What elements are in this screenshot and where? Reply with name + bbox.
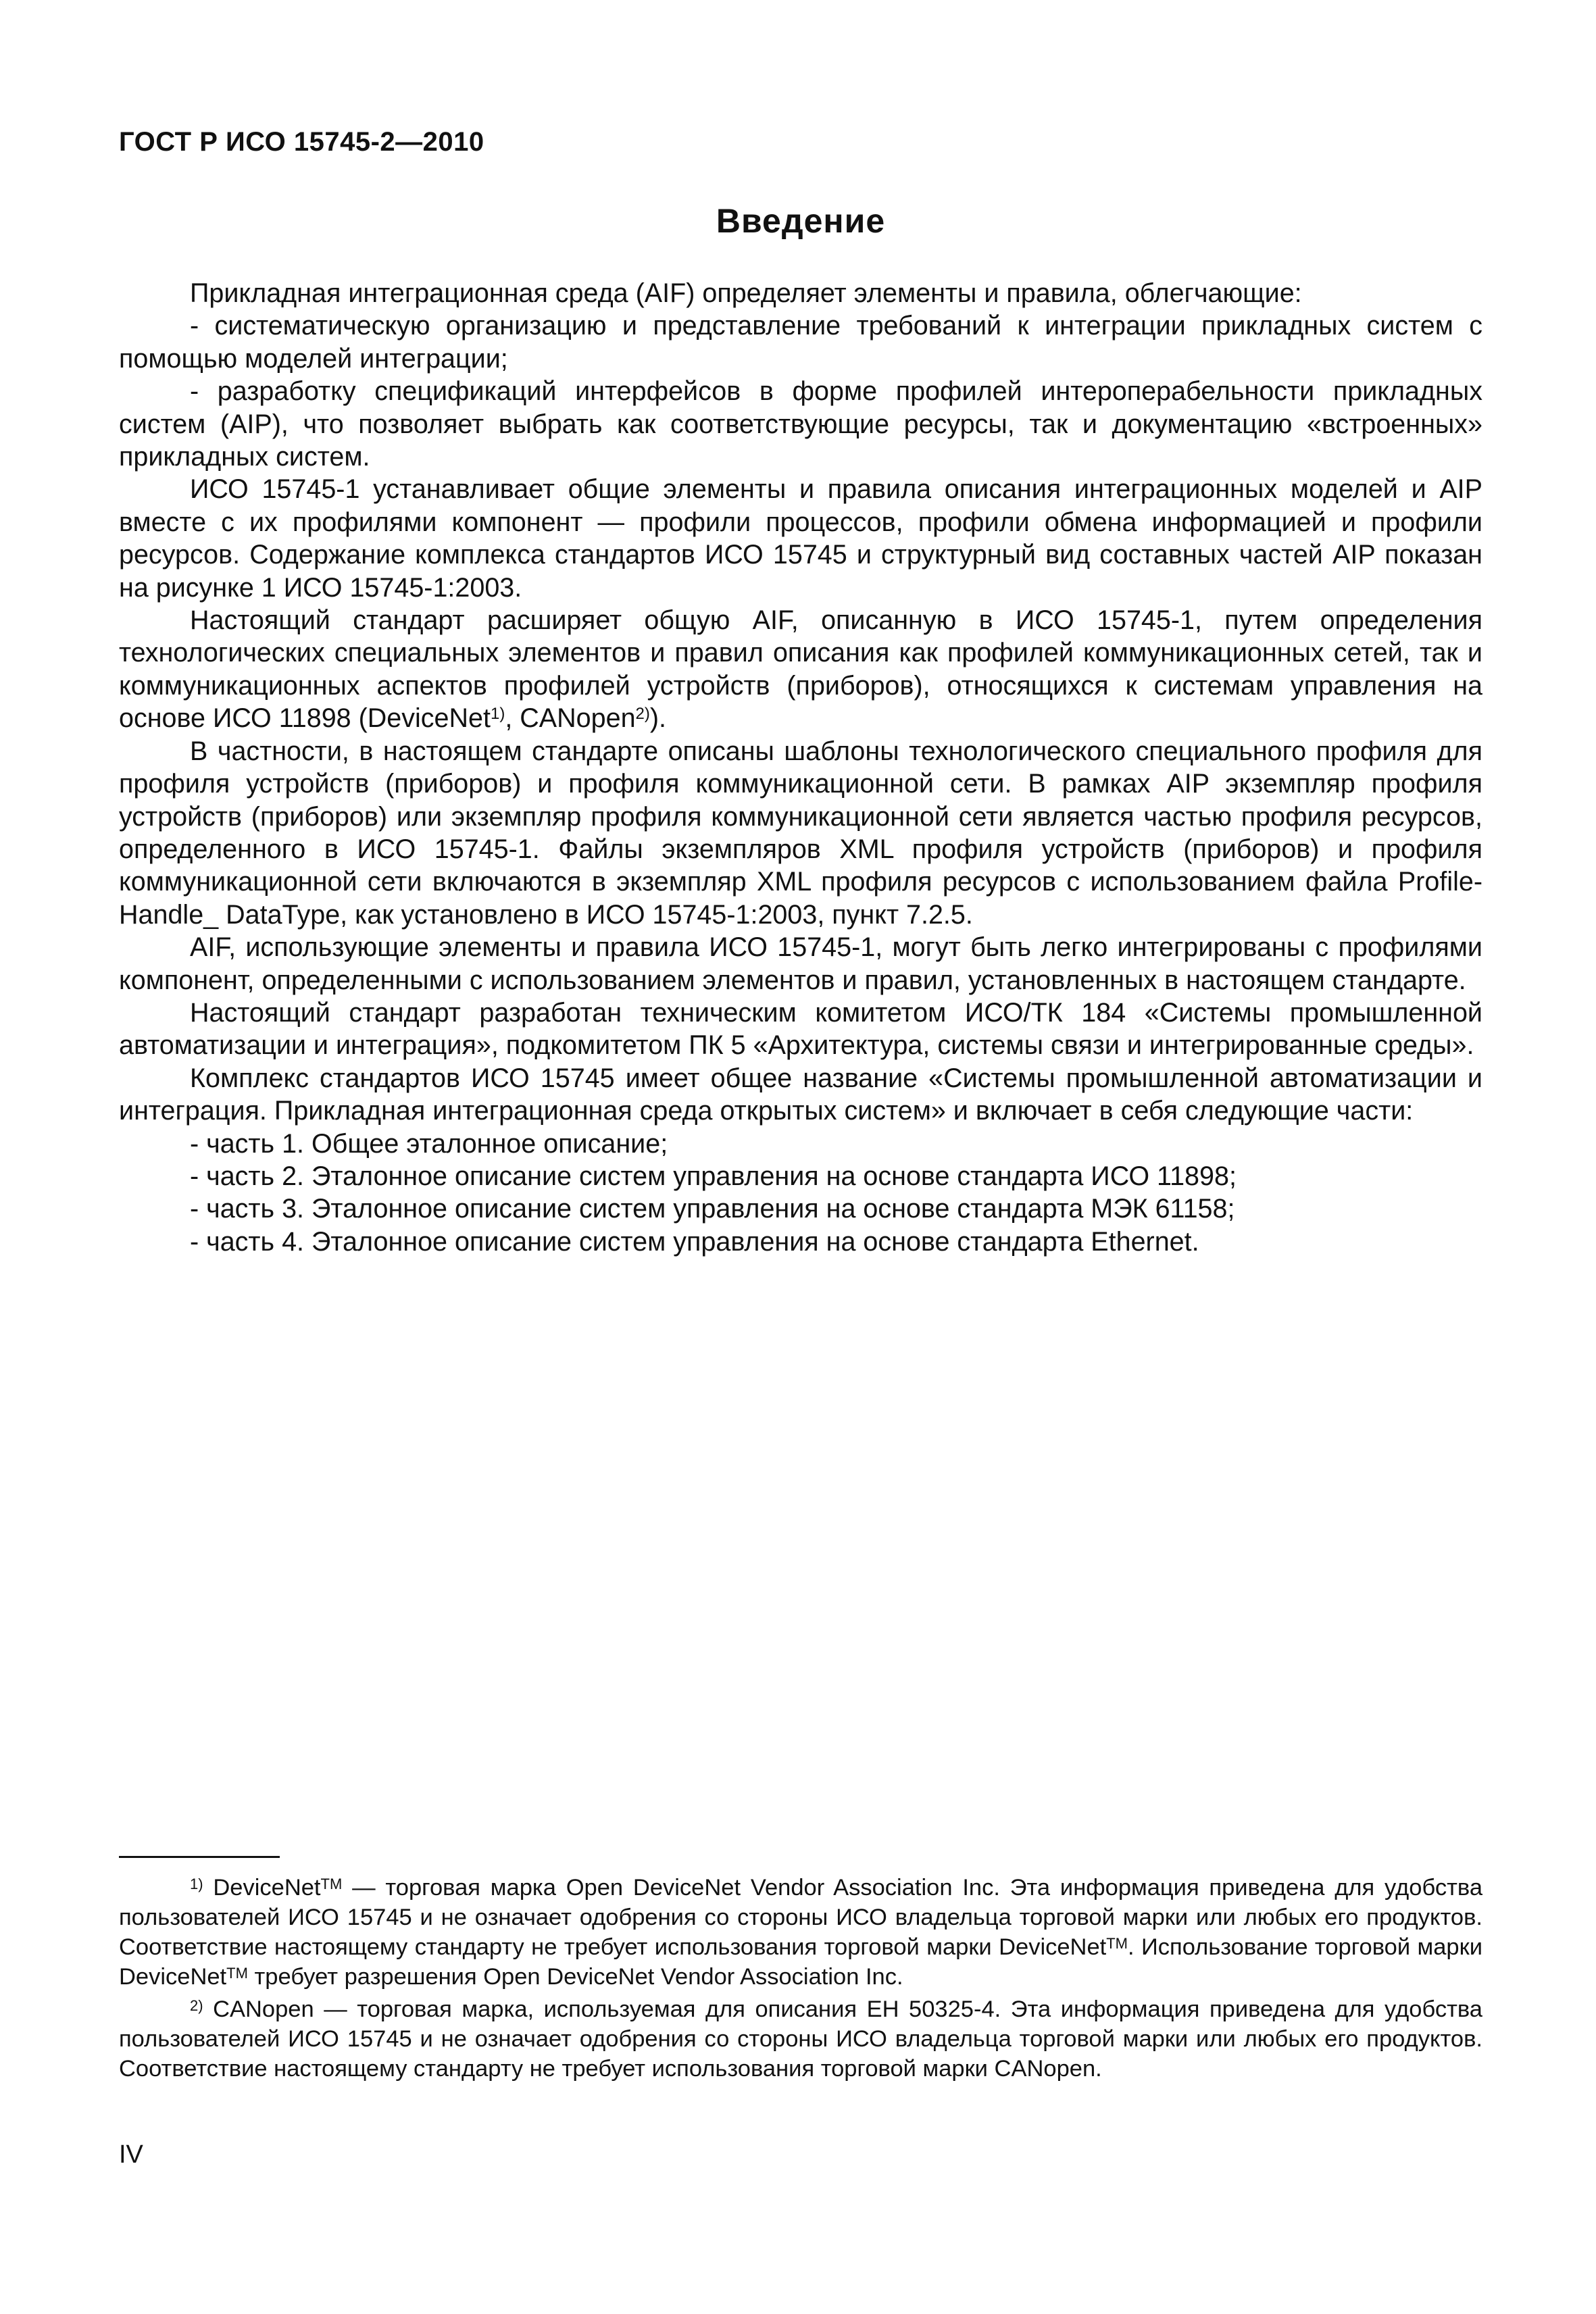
paragraph: Настоящий стандарт разработан техническим комитетом ИСО/ТК 184 «Системы промышленной автоматизации и интеграция», подкомитетом ПК 5 «Архитектура, системы связи и интегрированные среды». bbox=[119, 997, 1482, 1061]
footnote-1 bbox=[119, 1873, 1482, 1992]
footnote-text: . Использование торговой марки DeviceNet bbox=[119, 1934, 1482, 1990]
paragraph-text: Настоящий стандарт расширяет общую AIF, описанную в ИСО 15745-1, путем определения технологических специальных элементов и правил описания как профилей коммуникационных сетей, так и коммуникационных аспектов профилей устройств (приборов), относящихся к системам управления на основе ИСО 11898 (DeviceNet bbox=[119, 605, 1482, 734]
section-title: Введение bbox=[716, 202, 886, 240]
footnotes bbox=[119, 1873, 1482, 2086]
footnote-ref-2: 2) bbox=[635, 705, 650, 724]
trademark-mark: TM bbox=[320, 1876, 343, 1892]
paragraph: Комплекс стандартов ИСО 15745 имеет общее название «Системы промышленной автоматизации и интеграция. Прикладная интеграционная среда открытых систем» и включает в себя следующие части: bbox=[119, 1063, 1482, 1126]
trademark-mark: TM bbox=[1106, 1935, 1128, 1952]
list-item: - часть 1. Общее эталонное описание; bbox=[190, 1128, 668, 1159]
list-item: - часть 4. Эталонное описание систем управления на основе стандарта Ethernet. bbox=[190, 1226, 1199, 1257]
paragraph-text: ). bbox=[649, 703, 667, 734]
paragraph: В частности, в настоящем стандарте описаны шаблоны технологического специального профиля для профиля устройств (приборов) и профиля коммуникационной сети. В рамках AIP экземпляр профиля устройств (приборов) или экземпляр профиля коммуникационной сети является частью профиля ресурсов, определенного в ИСО 15745-1. Файлы экземпляров XML профиля устройств (приборов) и профиля коммуникационной сети включаются в экземпляр XML профиля ресурсов с использованием файла Profile-Handle_ DataType, как установлено в ИСО 15745-1:2003, пункт 7.2.5. bbox=[119, 736, 1482, 930]
footnote-text: — торговая марка Open DeviceNet Vendor Association Inc. Эта информация приведена для удобства пользователей ИСО 15745 и не означает одобрения со стороны ИСО владельца торговой марки или любых его продуктов. Соответствие настоящему стандарту не требует использования торговой марки DeviceNet bbox=[119, 1875, 1483, 1960]
document-page bbox=[119, 0, 1482, 2314]
footnote-text: DeviceNet bbox=[203, 1875, 321, 1901]
list-item: - разработку спецификаций интерфейсов в форме профилей интероперабельности прикладных систем (AIP), что позволяет выбрать как соответствующие ресурсы, так и документацию «встроенных» прикладных систем. bbox=[119, 376, 1482, 472]
list-item: - часть 2. Эталонное описание систем управления на основе стандарта ИСО 11898; bbox=[190, 1161, 1237, 1191]
paragraph: AIF, использующие элементы и правила ИСО 15745-1, могут быть легко интегрированы с профилями компонент, определенными с использованием элементов и правил, установленных в настоящем стандарте. bbox=[119, 932, 1482, 995]
footnote-mark: 2) bbox=[190, 1997, 203, 2014]
footnote-text: требует разрешения Open DeviceNet Vendor Association Inc. bbox=[247, 1964, 903, 1990]
paragraph: ИСО 15745-1 устанавливает общие элементы и правила описания интеграционных моделей и AIP вместе с их профилями компонент — профили процессов, профили обмена информацией и профили ресурсов. Содержание комплекса стандартов ИСО 15745 и структурный вид составных частей AIP показан на рисунке 1 ИСО 15745-1:2003. bbox=[119, 474, 1482, 603]
list-item: - систематическую организацию и представление требований к интеграции прикладных систем с помощью моделей интеграции; bbox=[119, 311, 1482, 374]
footnote-mark: 1) bbox=[190, 1876, 203, 1892]
footnote-ref-1: 1) bbox=[490, 705, 505, 724]
list-item: - часть 3. Эталонное описание систем управления на основе стандарта МЭК 61158; bbox=[190, 1194, 1235, 1224]
paragraph-text: , CANopen bbox=[505, 703, 636, 734]
body-text bbox=[119, 277, 1482, 1258]
paragraph-with-footnote-refs bbox=[119, 604, 1482, 735]
page-number: IV bbox=[119, 2140, 143, 2169]
footnote-text: CANopen — торговая марка, используемая для описания ЕН 50325-4. Эта информация приведена для удобства пользователей ИСО 15745 и не означает одобрения со стороны ИСО владельца торговой марки или любых его продуктов. Соответствие настоящему стандарту не требует использования торговой марки CANopen. bbox=[119, 1996, 1482, 2082]
document-code-header: ГОСТ Р ИСО 15745-2—2010 bbox=[119, 127, 484, 157]
trademark-mark: TM bbox=[226, 1965, 248, 1982]
footnote-separator bbox=[119, 1856, 280, 1858]
footnote-2 bbox=[119, 1994, 1482, 2084]
paragraph: Прикладная интеграционная среда (AIF) определяет элементы и правила, облегчающие: bbox=[190, 278, 1302, 308]
